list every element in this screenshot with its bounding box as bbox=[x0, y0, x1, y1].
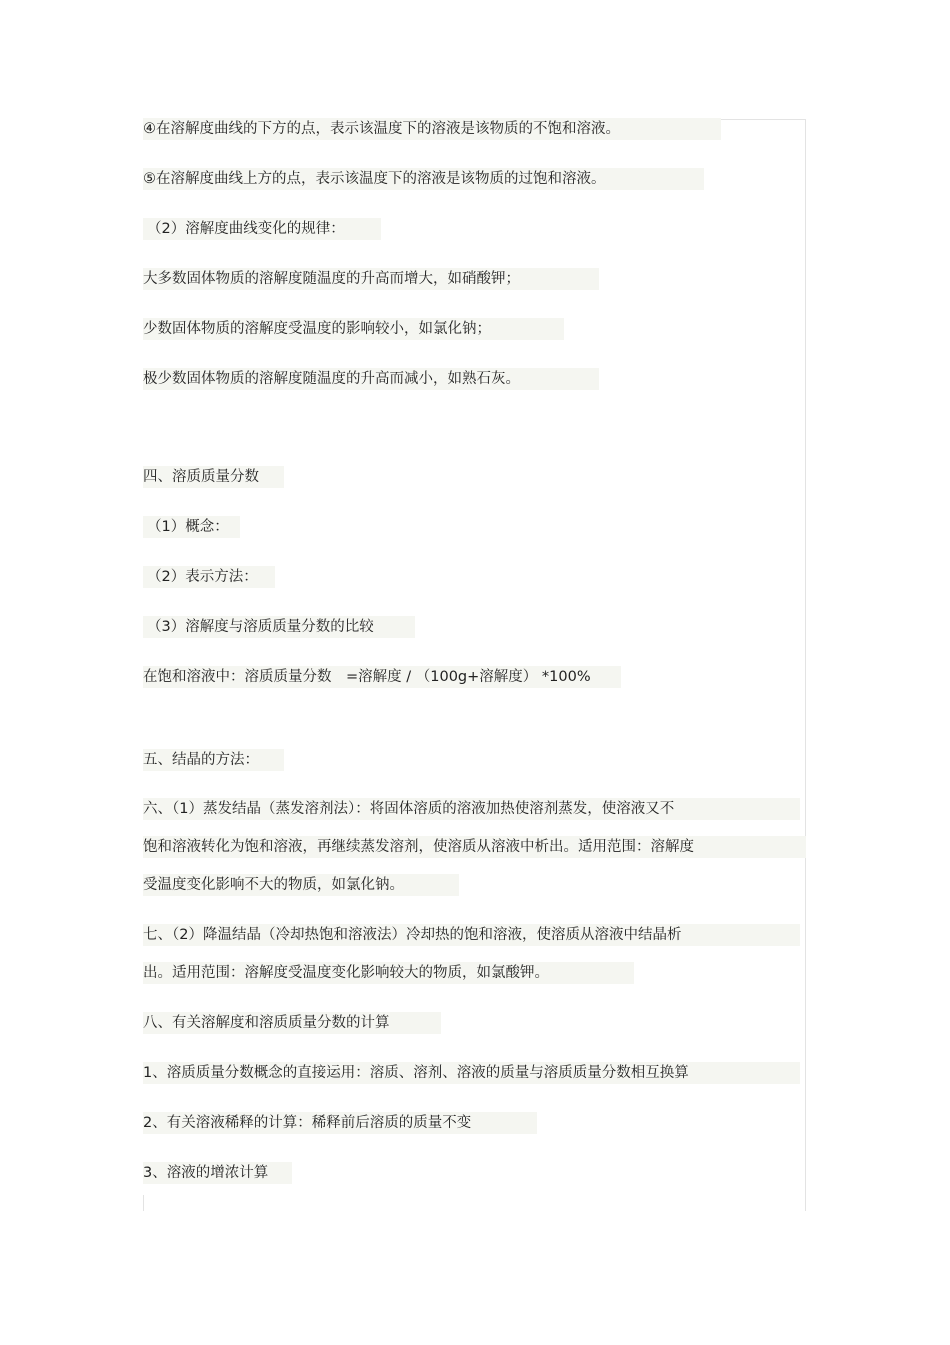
text-line: ④在溶解度曲线的下方的点，表示该温度下的溶液是该物质的不饱和溶液。 bbox=[143, 118, 721, 140]
text-line: 饱和溶液转化为饱和溶液，再继续蒸发溶剂，使溶质从溶液中析出。适用范围：溶解度 bbox=[143, 836, 806, 858]
section-heading: 八、有关溶解度和溶质质量分数的计算 bbox=[143, 1012, 441, 1034]
text-line: 七、（2）降温结晶（冷却热饱和溶液法）冷却热的饱和溶液，使溶质从溶液中结晶析 bbox=[143, 924, 800, 946]
text-line: （3）溶解度与溶质质量分数的比较 bbox=[143, 616, 415, 638]
text-line: 受温度变化影响不大的物质，如氯化钠。 bbox=[143, 874, 459, 896]
text-line: 出。适用范围：溶解度受温度变化影响较大的物质，如氯酸钾。 bbox=[143, 962, 634, 984]
section-heading: 五、结晶的方法： bbox=[143, 749, 284, 771]
text-line: 3、溶液的增浓计算 bbox=[143, 1162, 292, 1184]
formula-line: 在饱和溶液中：溶质质量分数 =溶解度 / （100g+溶解度） *100% bbox=[143, 666, 621, 688]
text-line: （2）溶解度曲线变化的规律： bbox=[143, 218, 381, 240]
text-line: 1、溶质质量分数概念的直接运用：溶质、溶剂、溶液的质量与溶质质量分数相互换算 bbox=[143, 1062, 800, 1084]
text-line: 六、（1）蒸发结晶（蒸发溶剂法）：将固体溶质的溶液加热使溶剂蒸发，使溶液又不 bbox=[143, 798, 800, 820]
text-line: （1）概念： bbox=[143, 516, 240, 538]
text-line: ⑤在溶解度曲线上方的点，表示该温度下的溶液是该物质的过饱和溶液。 bbox=[143, 168, 704, 190]
text-line: 极少数固体物质的溶解度随温度的升高而减小，如熟石灰。 bbox=[143, 368, 599, 390]
text-line: 2、有关溶液稀释的计算：稀释前后溶质的质量不变 bbox=[143, 1112, 537, 1134]
text-line: 少数固体物质的溶解度受温度的影响较小，如氯化钠； bbox=[143, 318, 564, 340]
section-heading: 四、溶质质量分数 bbox=[143, 466, 284, 488]
text-line: （2）表示方法： bbox=[143, 566, 275, 588]
text-line: 大多数固体物质的溶解度随温度的升高而增大，如硝酸钾； bbox=[143, 268, 599, 290]
page-border-left bbox=[143, 1195, 144, 1211]
